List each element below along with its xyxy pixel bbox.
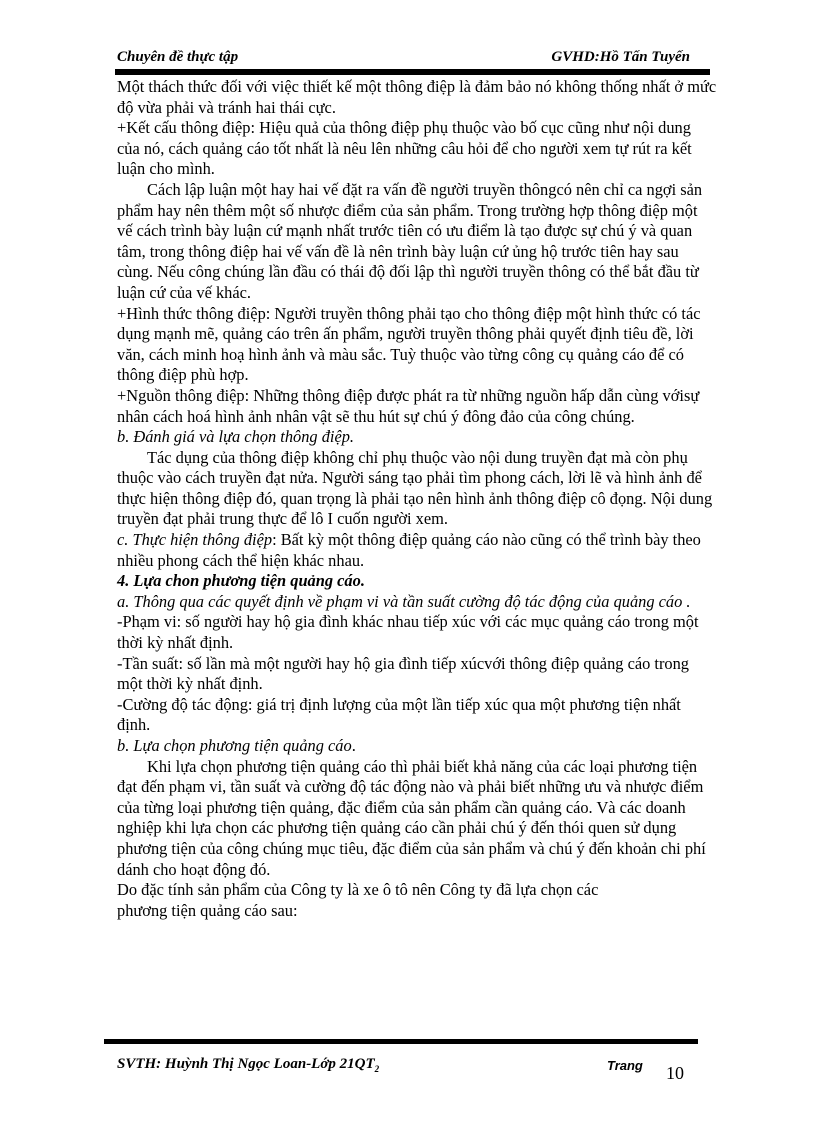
footer-page-number: 10: [666, 1063, 684, 1083]
footer-author: [117, 1056, 379, 1074]
section-heading-4: 4. Lựa chon phương tiện quảng cáo.: [117, 571, 365, 591]
paragraph-with-heading: [117, 530, 717, 571]
paragraph: +Nguồn thông điệp: Những thông điệp được phát ra từ những nguồn hấp dẫn cùng vớisự nhân cách hoá hình ảnh nhân vật sẽ thu hút sự chú ý đông đảo của công chúng.: [117, 385, 700, 426]
section-heading-b: b. Đánh giá và lựa chọn thông điệp.: [117, 427, 355, 447]
footer-author-subscript: 2: [374, 1064, 380, 1074]
paragraph: Một thách thức đối với việc thiết kế một thông điệp là đảm bảo nó không thống nhất ở mức độ vừa phải và tránh hai thái cực.: [117, 77, 717, 117]
section-heading-c: c. Thực hiện thông điệp: [117, 530, 273, 550]
header-divider: [115, 69, 710, 75]
header-supervisor: GVHD:Hồ Tấn Tuyến: [551, 49, 690, 65]
paragraph-line: Do đặc tính sản phẩm của Công ty là xe ô tô nên Công ty đã lựa chọn các: [117, 880, 599, 900]
page-header: [117, 49, 690, 69]
paragraph: -Cường độ tác động: giá trị định lượng của một lần tiếp xúc qua một phương tiện nhất định.: [117, 694, 681, 735]
footer-author-text: SVTH: Huỳnh Thị Ngọc Loan-Lớp 21QT: [117, 1056, 375, 1072]
paragraph: Tác dụng của thông điệp không chỉ phụ thuộc vào nội dung truyền đạt mà còn phụ thuộc vào cách truyền đạt nửa. Người sáng tạo phải tìm phong cách, lời lẽ và hình ảnh để thực hiện thông điệp đó, quan trọng là phải tạo nên hình ảnh thông điệp cô đọng. Nội dung truyền đạt phải trung thực để lô I cuốn người xem.: [117, 447, 713, 529]
header-course-title: Chuyên đề thực tập: [117, 49, 239, 65]
paragraph: +Kết cấu thông điệp: Hiệu quả của thông điệp phụ thuộc vào bố cục cũng như nội dung của nó, cách quảng cáo tốt nhất là nêu lên những câu hỏi để cho người xem tự rút ra kết luận cho mình.: [117, 118, 692, 179]
paragraph-text: : Bất kỳ một thông điệp quảng cáo nào cũng có thể trình bày theo nhiều phong cách thể hiện khác nhau.: [117, 530, 701, 570]
paragraph: -Tần suất: số lần mà một người hay hộ gia đình tiếp xúcvới thông điệp quảng cáo trong một thời kỳ nhất định.: [117, 653, 690, 694]
paragraph: Cách lập luận một hay hai vế đặt ra vấn đề người truyền thôngcó nên chỉ ca ngợi sản phẩm hay nên thêm một số nhược điểm của sản phẩm. Trong trường hợp thông điệp một vế cách trình bày luận cứ mạnh nhất trước tiên có ưu điểm là tạo được sự chú ý và quan tâm, trong thông điệp hai vế vấn đề là nên trình bày luận cứ ủng hộ trước tiên hay sau cùng. Nếu công chúng lần đầu có thái độ đối lập thì người truyền thông có thể bắt đầu từ luận cứ của vế khác.: [117, 179, 703, 302]
subsection-heading-b: [117, 736, 717, 757]
footer-page-label: Trang: [607, 1058, 643, 1073]
paragraph: Khi lựa chọn phương tiện quảng cáo thì phải biết khả năng của các loại phương tiện đạt đến phạm vi, tần suất và cường độ tác động nào và phải biết những ưu và nhược điểm của từng loại phương tiện quảng, đặc điểm của sản phẩm cần quảng cáo. Và các doanh nghiệp khi lựa chọn các phương tiện quảng cáo cần phải chú ý đến thói quen sử dụng phương tiện của công chúng mục tiêu, đặc điểm của sản phẩm và chú ý đến khoản chi phí dánh cho hoạt động đó.: [117, 756, 706, 879]
footer-divider: [104, 1039, 698, 1044]
paragraph: +Hình thức thông điệp: Người truyền thông phải tạo cho thông điệp một hình thức có tác dụng mạnh mẽ, quảng cáo trên ấn phẩm, người truyền thông phải quyết định tiêu đề, lời văn, cách minh hoạ hình ảnh và màu sắc. Tuỳ thuộc vào từng công cụ quảng cáo để có thông điệp phù hợp.: [117, 303, 701, 385]
heading-period: .: [351, 736, 356, 755]
paragraph-line: phương tiện quảng cáo sau:: [117, 900, 298, 920]
paragraph: -Phạm vi: số người hay hộ gia đình khác nhau tiếp xúc với các mục quảng cáo trong một thời kỳ nhất định.: [117, 612, 699, 653]
subsection-heading-a: a. Thông qua các quyết định về phạm vi và tần suất cường độ tác động của quảng cáo .: [117, 591, 691, 611]
paragraph: [117, 880, 717, 921]
document-body: [117, 77, 717, 921]
subsection-heading-b-text: b. Lựa chọn phương tiện quảng cáo: [117, 736, 352, 755]
